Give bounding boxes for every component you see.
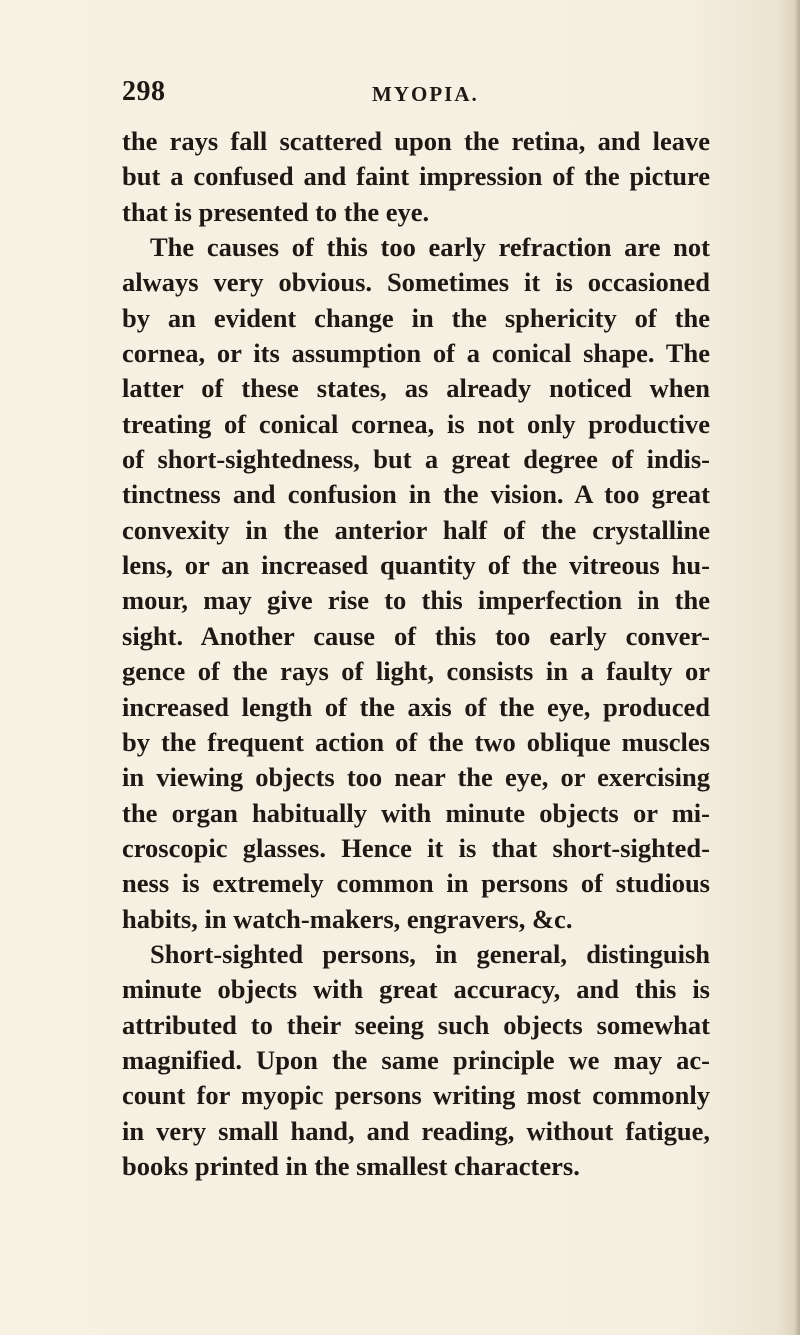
text-line: magnified. Upon the same principle we may ac-: [122, 1044, 710, 1075]
body-text: [122, 124, 710, 1184]
text-line: in viewing objects too near the eye, or exercising: [122, 762, 710, 793]
text-line: in very small hand, and reading, without fatigue,: [122, 1115, 710, 1146]
text-line: that is presented to the eye.: [122, 196, 430, 227]
text-line: treating of conical cornea, is not only productive: [122, 408, 710, 439]
text-line: of short-sightedness, but a great degree of indis-: [122, 444, 710, 475]
text-line: ness is extremely common in persons of studious: [122, 868, 710, 899]
text-line: latter of these states, as already noticed when: [122, 373, 710, 404]
text-line: the organ habitually with minute objects or mi-: [122, 797, 710, 828]
running-head: MYOPIA.: [372, 82, 479, 106]
text-line: cornea, or its assumption of a conical shape. The: [122, 338, 710, 369]
text-line: attributed to their seeing such objects somewhat: [122, 1009, 710, 1040]
text-line: lens, or an increased quantity of the vitreous hu-: [122, 550, 710, 581]
paragraph-start-line: Short-sighted persons, in general, distinguish: [150, 938, 710, 969]
text-line: minute objects with great accuracy, and this is: [122, 974, 710, 1005]
text-line: by an evident change in the sphericity of the: [122, 302, 710, 333]
text-line: tinctness and confusion in the vision. A too great: [122, 479, 710, 510]
text-line: count for myopic persons writing most commonly: [122, 1080, 710, 1111]
text-line: habits, in watch-makers, engravers, &c.: [122, 903, 573, 934]
text-line: increased length of the axis of the eye, produced: [122, 691, 710, 722]
text-line: croscopic glasses. Hence it is that short-sighted-: [122, 832, 710, 863]
text-line: always very obvious. Sometimes it is occasioned: [122, 267, 710, 298]
page-number: 298: [122, 76, 166, 107]
text-line: sight. Another cause of this too early conver-: [122, 620, 710, 651]
page-header: [122, 76, 682, 110]
text-line: mour, may give rise to this imperfection in the: [122, 585, 710, 616]
text-line: gence of the rays of light, consists in a faulty or: [122, 656, 710, 687]
page-edge-shadow: [794, 0, 800, 1335]
text-line: convexity in the anterior half of the crystalline: [122, 514, 710, 545]
text-line: but a confused and faint impression of the picture: [122, 161, 710, 192]
text-line: the rays fall scattered upon the retina, and leave: [122, 126, 710, 156]
text-line: books printed in the smallest characters.: [122, 1150, 580, 1181]
paragraph-start-line: The causes of this too early refraction are not: [150, 232, 710, 263]
text-line: by the frequent action of the two oblique muscles: [122, 726, 710, 757]
